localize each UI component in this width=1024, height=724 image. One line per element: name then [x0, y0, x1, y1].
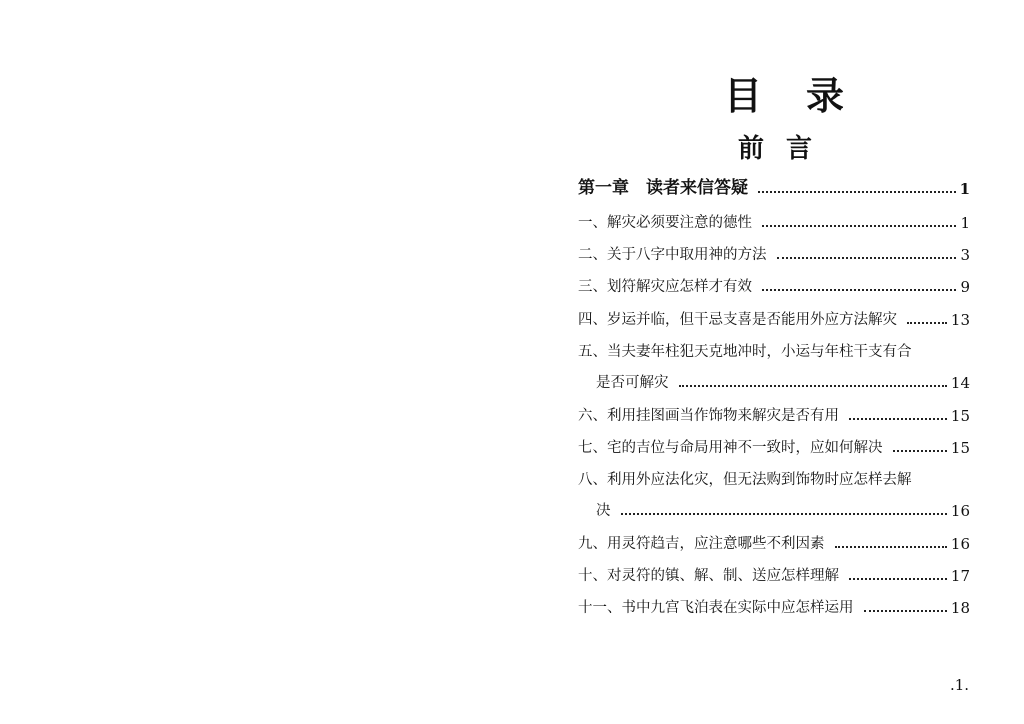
dot-leader — [679, 385, 947, 387]
toc-entry-label: 第一章 读者来信答疑 — [578, 178, 748, 198]
toc-entry-label: 八、利用外应法化灾，但无法购到饰物时应怎样去解 — [578, 472, 912, 488]
toc-entry-label: 十一、书中九宫飞泊表在实际中应怎样运用 — [578, 600, 854, 616]
toc-entry-label: 三、划符解灾应怎样才有效 — [578, 279, 752, 295]
toc-entry-page: 18 — [950, 599, 970, 617]
toc-entry — [578, 270, 970, 296]
toc-entry — [578, 559, 970, 585]
toc-entry-line — [578, 463, 912, 489]
page-number: .1. — [950, 676, 970, 694]
toc-entry-continuation — [596, 366, 970, 392]
toc-entry-page: 1 — [959, 180, 970, 198]
dot-leader — [849, 418, 947, 420]
toc-title: 目录 — [724, 73, 889, 118]
dot-leader — [762, 225, 956, 227]
toc-entry-page: 15 — [950, 439, 970, 457]
toc-entry-page: 16 — [950, 535, 970, 553]
toc-entry-page: 16 — [950, 502, 970, 520]
toc-entry — [578, 303, 970, 329]
dot-leader — [864, 610, 947, 612]
dot-leader — [777, 257, 957, 259]
dot-leader — [758, 191, 956, 193]
dot-leader — [893, 450, 947, 452]
toc-entry-label: 是否可解灾 — [596, 375, 669, 391]
toc-entry-label: 五、当夫妻年柱犯天克地冲时，小运与年柱干支有合 — [578, 344, 912, 360]
toc-entry-page: 1 — [960, 214, 970, 232]
toc-entry-page: 14 — [950, 374, 970, 392]
left-blank-page — [0, 0, 510, 724]
dot-leader — [835, 546, 947, 548]
toc-entry-label: 四、岁运并临，但干忌支喜是否能用外应方法解灾 — [578, 312, 897, 328]
toc-entry-page: 17 — [950, 567, 970, 585]
toc-entry-page: 13 — [950, 311, 970, 329]
toc-entry-chapter-1 — [578, 172, 970, 198]
toc-entry-label: 决 — [596, 503, 611, 519]
toc-entry — [578, 591, 970, 617]
dot-leader — [621, 513, 947, 515]
toc-entry-continuation — [596, 494, 970, 520]
toc-entry-page: 9 — [960, 278, 970, 296]
toc-entry — [578, 206, 970, 232]
toc-preface-heading: 前言 — [738, 134, 835, 164]
dot-leader — [762, 289, 956, 291]
toc-entry — [578, 399, 970, 425]
dot-leader — [907, 322, 947, 324]
toc-entry-label: 十、对灵符的镇、解、制、送应怎样理解 — [578, 568, 839, 584]
toc-entry-line — [578, 335, 912, 361]
toc-entry-page: 15 — [950, 407, 970, 425]
toc-entry-label: 七、宅的吉位与命局用神不一致时，应如何解决 — [578, 440, 883, 456]
toc-entry — [578, 238, 970, 264]
toc-entry-label: 六、利用挂图画当作饰物来解灾是否有用 — [578, 408, 839, 424]
toc-entry-label: 二、关于八字中取用神的方法 — [578, 247, 767, 263]
toc-entry-label: 九、用灵符趋吉，应注意哪些不利因素 — [578, 536, 825, 552]
dot-leader — [849, 578, 947, 580]
toc-entry-label: 一、解灾必须要注意的德性 — [578, 215, 752, 231]
toc-entry — [578, 527, 970, 553]
toc-entry-page: 3 — [960, 246, 970, 264]
toc-entry — [578, 431, 970, 457]
